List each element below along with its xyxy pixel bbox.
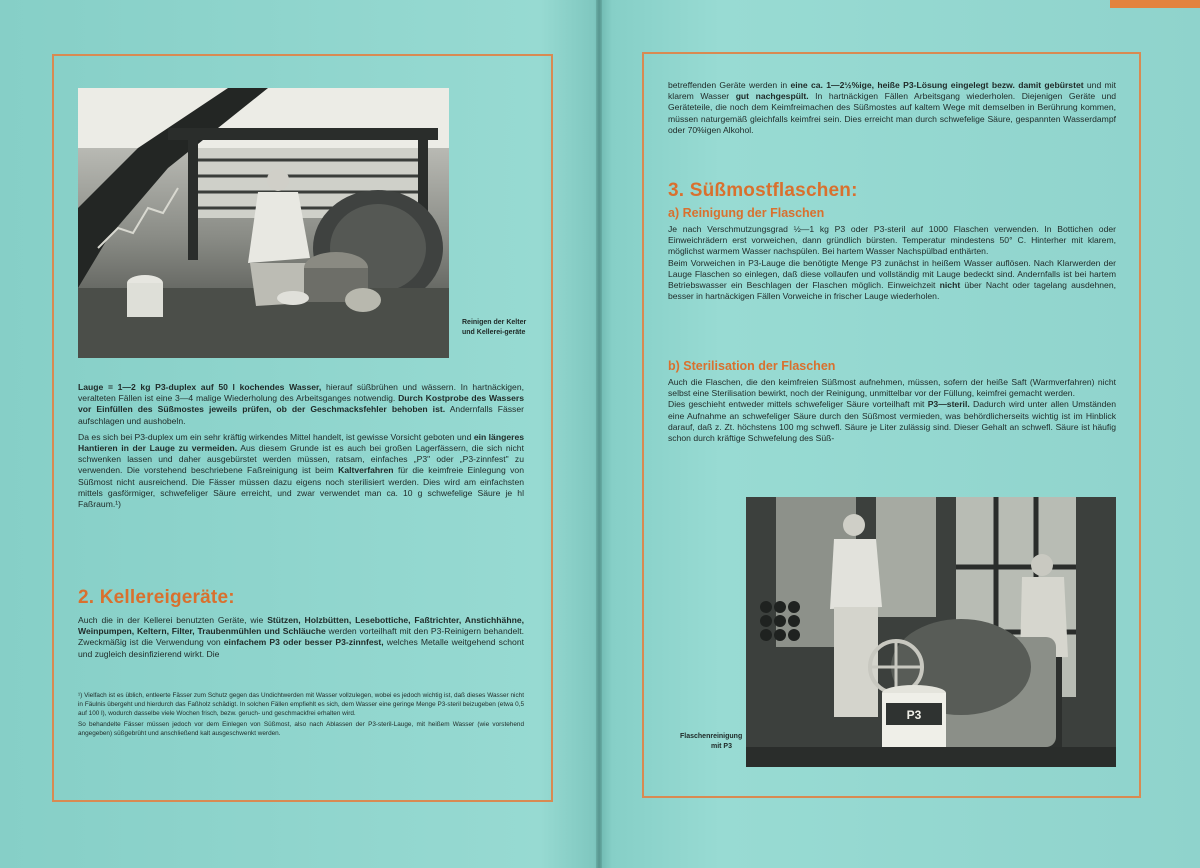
footnote-1: ¹) Vielfach ist es üblich, entleerte Fässer zum Schutz gegen das Undichtwerden mit Wasser vollzulegen, wobei es jedoch wichtig ist, daß dieses Wasser nicht in Fäulnis übergeht und hierdurch das Faßholz schädigt. In solchen Fällen empfiehlt es sich, dem Wasser eine geringe Menge P3-steril beizugeben (etwa 0,5 auf 100 l), wodurch dasselbe viele Wochen frisch, bezw. geruch- und geschmackfrei erhalten wird.: [78, 692, 524, 717]
left-photo-caption: Reinigen der Kelter und Kellerei-geräte: [462, 319, 527, 336]
paragraph-geraete-cont: betreffenden Geräte werden in eine ca. 1—2½%ige, heiße P3-Lösung eingelegt bezw. damit gebürstet und mit klarem Wasser gut nachgespült. In hartnäckigen Fällen Arbeitsgang wiederholen. Diejenigen Geräte und Geräteteile, die noch dem Keimfreimachen des Süßmostes auf kaltem Wege mit demselben in Berührung kommen, müssen naturgemäß gleichfalls keimfrei sein. Dies erreicht man durch schwefelige Säure, gespannten Wasserdampf oder 70%igen Alkohol.: [668, 80, 1117, 135]
right-photo-caption: Flaschenreinigung mit P3: [680, 733, 743, 750]
paragraph-schwefelige-saeure: Dies geschieht entweder mittels schwefeliger Säure vorteilhaft mit P3—steril. Dadurch wird unter allen Umständen eine Aufnahme an schwefeliger Säure durch den Süßmost vermieden, was behördlicherseits wichtig ist im Hinblick darauf, daß z. Zt. höchstens 100 mg schwefl. Säure je Liter zulässig sind. Dieser Gehalt an schwefl. Säure ist häufig schon durch kräftige Schwefelung des Süß-: [668, 399, 1116, 444]
left-body-geraete: [78, 615, 524, 665]
bottle-cleaning-photo: [746, 497, 1116, 767]
right-body-reinigung: [668, 224, 1116, 307]
right-body-top: [668, 80, 1116, 141]
page-corner-accent: [1110, 0, 1200, 8]
left-body-text: [78, 382, 524, 515]
paragraph-lauge: Lauge = 1—2 kg P3-duplex auf 50 l kochendes Wasser, hierauf süßbrühen und wässern. In hartnäckigen, veralteten Fällen ist eine 3—4 malige Wiederholung des Arbeitsganges notwendig. Durch Kostprobe des Wassers vor Einfüllen des Süßmostes jeweils prüfen, ob der Geschmacksfehler behoben ist. Andernfalls Fässer aufschlagen und aushobeln.: [78, 382, 525, 426]
right-body-sterilisation: [668, 377, 1116, 449]
section-heading-suessmostflaschen: 3. Süßmostflaschen:: [668, 180, 858, 201]
subheading-sterilisation: b) Sterilisation der Flaschen: [668, 359, 836, 373]
book-gutter: [596, 0, 602, 868]
section-heading-kellereigeraete: 2. Kellereigeräte:: [78, 587, 235, 608]
paragraph-vorweichen: Beim Vorweichen in P3-Lauge die benötigte Menge P3 zunächst in heißem Wasser auflösen. Nach Klarwerden der Lauge Flaschen so einlegen, daß diese vollaufen und vollständig mit Lauge bedeckt sind. Andernfalls ist bei hartem Betriebswasser ein Beschlagen der Flaschen möglich. Einweichzeit nicht über Nacht oder tagelang ausdehnen, besser in hartnäckigen Fällen Vorweiche in frischer Lauge wiederholen.: [668, 257, 1117, 302]
subheading-reinigung: a) Reinigung der Flaschen: [668, 206, 825, 220]
paragraph-geraete: Auch die in der Kellerei benutzten Geräte, wie Stützen, Holzbütten, Lesebottiche, Faßtrichter, Anstichhähne, Weinpumpen, Keltern, Filter, Traubenmühlen und Schläuche werden vorteilhaft mit den P3-Reinigern behandelt. Zweckmäßig ist die Verwendung von einfachem P3 oder besser P3-zinnfest, welches Metalle weitgehend schont und zugleich desinfizierend wirkt. Die: [78, 615, 524, 659]
left-footnote: [78, 692, 524, 744]
cellar-press-photo: [78, 88, 449, 358]
paragraph-verschmutzung: Je nach Verschmutzungsgrad ½—1 kg P3 oder P3-steril auf 1000 Flaschen verwenden. In Bottichen oder Einweichrädern erst vorweichen, dann gründlich bürsten. Temperatur mindestens 50° C. Hinterher mit klarem, möglichst warmem Wasser nachspülen. Bei hartem Wasser Nachspülbad enthärten.: [668, 224, 1116, 257]
footnote-2: So behandelte Fässer müssen jedoch vor dem Einlegen von Süßmost, also nach Ablassen der P3-steril-Lauge, mit heißem Wasser (wie vorstehend angegeben) süßgebrüht und anschließend kalt ausgeschwenkt werden.: [78, 721, 524, 738]
paragraph-duplex: Da es sich bei P3-duplex um ein sehr kräftig wirkendes Mittel handelt, ist gewisse Vorsicht geboten und ein längeres Hantieren in der Lauge zu vermeiden. Aus diesem Grunde ist es auch bei großen Lagerfässern, die sich nicht schwenken lassen und daher ausgebürstet werden müssen, ratsam, einfaches „P3" oder „P3-zinnfest" zu verwenden. Die vorstehend beschriebene Faßreinigung ist beim Kaltverfahren für die keimfreie Einlegung von Süßmost nicht ausreichend. Die Fässer müssen dazu eigens noch sterilisiert werden. Dies wird am einfachsten mittels gasförmiger, schwefeliger Säure erreicht, und zwar verwendet man ca. 10 g schwefelige Säure je hl Faßraum.¹): [78, 431, 525, 510]
bucket-p3-label: P3: [906, 708, 922, 722]
paragraph-flaschen-keimfrei: Auch die Flaschen, die den keimfreien Süßmost aufnehmen, müssen, sofern der heiße Saft (Warmverfahren) nicht selbst eine Sterilisation bewirkt, noch der Reinigung, unmittelbar vor der Füllung, keimfrei gemacht werden.: [668, 377, 1116, 399]
